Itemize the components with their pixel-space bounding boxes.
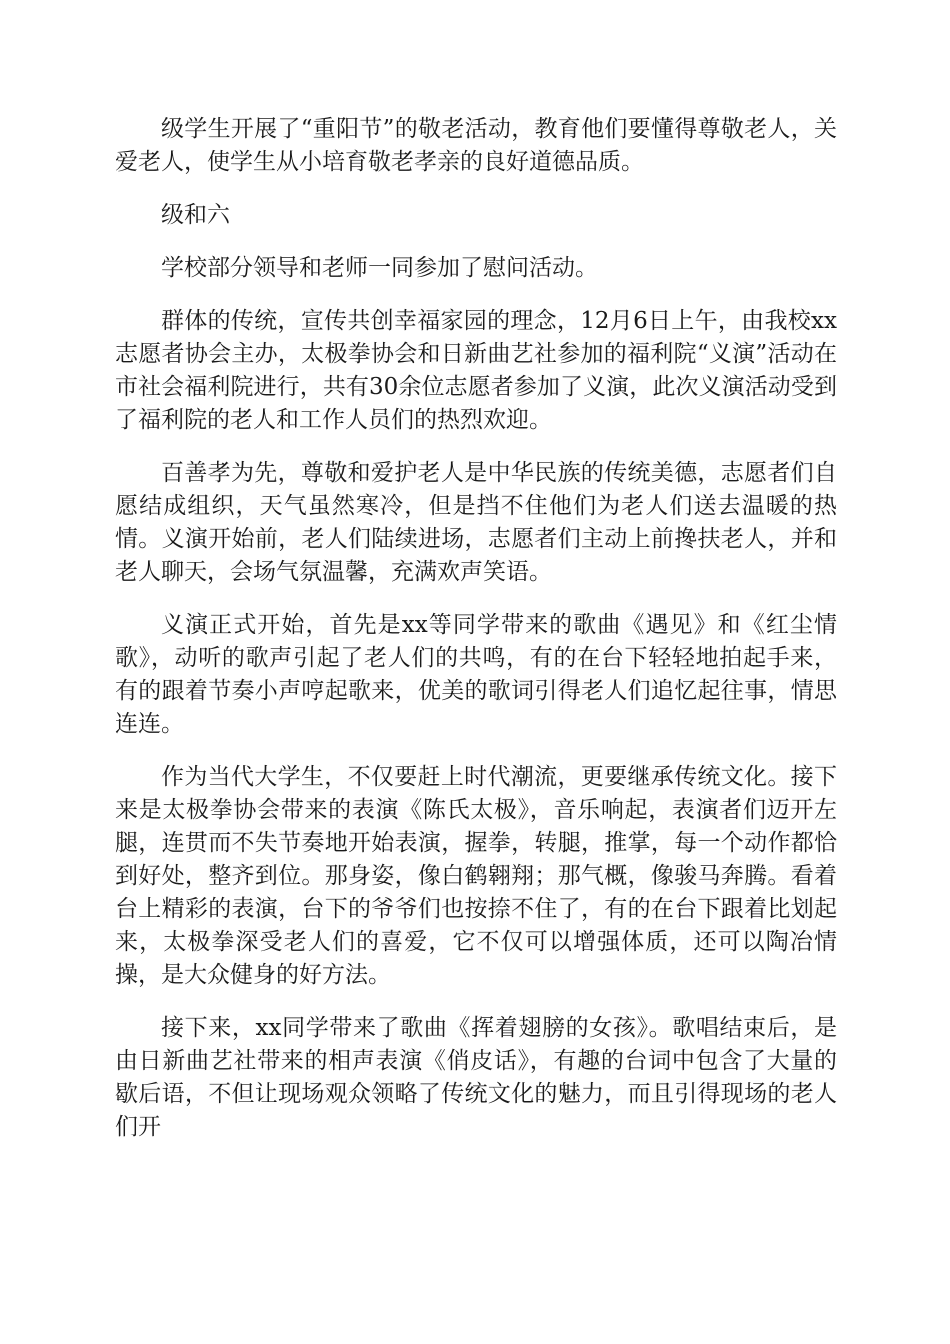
paragraph-1: 级学生开展了“重阳节”的敬老活动，教育他们要懂得尊敬老人，关爱老人，使学生从小培育敬老孝亲的良好道德品质。 <box>115 116 837 175</box>
paragraph-6: 义演正式开始，首先是xx等同学带来的歌曲《遇见》和《红尘情歌》，动听的歌声引起了老人们的共鸣，有的在台下轻轻地拍起手来，有的跟着节奏小声哼起歌来，优美的歌词引得老人们追忆起往事，情思连连。 <box>115 612 837 737</box>
paragraph-8: 接下来，xx同学带来了歌曲《挥着翅膀的女孩》。歌唱结束后，是由日新曲艺社带来的相声表演《俏皮话》，有趣的台词中包含了大量的歇后语，不但让现场观众领略了传统文化的魅力，而且引得现场的老人们开 <box>115 1015 837 1140</box>
paragraph-4: 群体的传统，宣传共创幸福家园的理念，12月6日上午，由我校xx志愿者协会主办，太极拳协会和日新曲艺社参加的福利院“义演”活动在市社会福利院进行，共有30余位志愿者参加了义演，此次义演活动受到了福利院的老人和工作人员们的热烈欢迎。 <box>115 308 837 433</box>
paragraph-5: 百善孝为先，尊敬和爱护老人是中华民族的传统美德，志愿者们自愿结成组织，天气虽然寒冷，但是挡不住他们为老人们送去温暖的热情。义演开始前，老人们陆续进场，志愿者们主动上前搀扶老人，并和老人聊天，会场气氛温馨，充满欢声笑语。 <box>115 460 837 585</box>
paragraph-3: 学校部分领导和老师一同参加了慰问活动。 <box>161 255 598 281</box>
paragraph-7: 作为当代大学生，不仅要赶上时代潮流，更要继承传统文化。接下来是太极拳协会带来的表演《陈氏太极》，音乐响起，表演者们迈开左腿，连贯而不失节奏地开始表演，握拳，转腿，推掌，每一个动作都恰到好处，整齐到位。那身姿，像白鹤翱翔；那气概，像骏马奔腾。看着台上精彩的表演，台下的爷爷们也按捺不住了，有的在台下跟着比划起来，太极拳深受老人们的喜爱，它不仅可以增强体质，还可以陶冶情操，是大众健身的好方法。 <box>115 764 837 988</box>
paragraph-2: 级和六 <box>161 202 230 228</box>
document-body <box>115 113 837 1164</box>
